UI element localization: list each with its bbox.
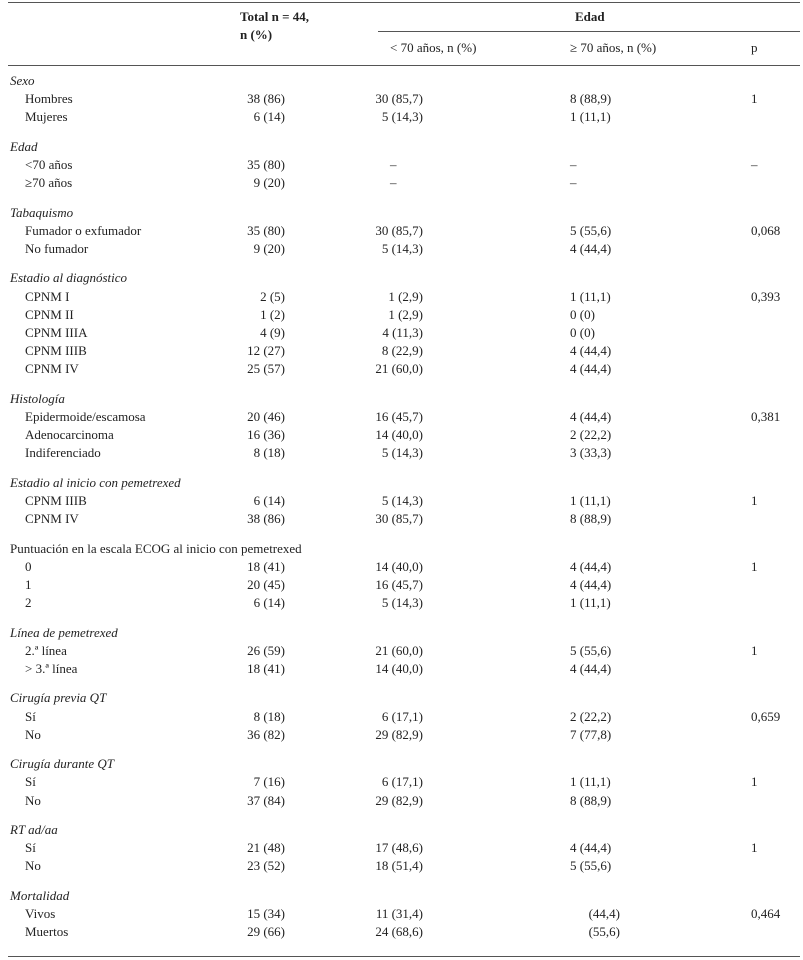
row-label: Sí: [25, 708, 36, 724]
cell-total: 15 (34): [247, 906, 285, 921]
header-total-line2: n (%): [240, 27, 273, 42]
cell-ge70: 2 (22,2): [570, 427, 612, 443]
row-label: Hombres: [25, 91, 73, 107]
cell-p: 0,464: [751, 906, 781, 921]
cell-ge70: –: [570, 157, 577, 172]
section-title: RT ad/aa: [10, 822, 58, 837]
row-label: Vivos: [25, 906, 56, 921]
cell-ge70: 4 (44,4): [570, 241, 612, 256]
row-label: No: [25, 726, 41, 742]
cell-p: 1: [751, 558, 758, 574]
section-title: Histología: [10, 390, 65, 406]
section-title: Estadio al diagnóstico: [10, 270, 127, 286]
row-label: 2: [25, 595, 32, 611]
cell-total: 9 (20): [253, 175, 285, 191]
cell-total: 25 (57): [247, 361, 285, 377]
cell-lt70: 16 (45,7): [375, 577, 423, 592]
cell-lt70: 8 (22,9): [381, 343, 423, 359]
cell-lt70: 5 (14,3): [381, 109, 423, 125]
cell-ge70: 7 (77,8): [570, 726, 612, 742]
cell-p: 0,659: [751, 708, 781, 724]
row-label: 1: [25, 577, 32, 592]
cell-lt70: 30 (85,7): [375, 222, 423, 238]
row-label: Indiferenciado: [25, 445, 101, 461]
section-title: Línea de pemetrexed: [10, 624, 118, 640]
cell-p: 0,381: [751, 409, 781, 424]
cell-total: 6 (14): [253, 109, 285, 125]
cell-lt70: 30 (85,7): [375, 511, 423, 527]
row-label: CPNM II: [25, 306, 74, 322]
cell-total: 20 (45): [247, 577, 285, 592]
cell-lt70: 1 (2,9): [388, 306, 423, 322]
cell-ge70: 4 (44,4): [570, 343, 612, 359]
cell-lt70: 14 (40,0): [375, 558, 423, 574]
cell-total: 2 (5): [260, 288, 285, 304]
cell-lt70: 5 (14,3): [381, 241, 423, 256]
edad-group-rule: [378, 31, 800, 32]
cell-lt70: 21 (60,0): [375, 642, 423, 658]
cell-p: 1: [751, 840, 758, 856]
section-title: Puntuación en la escala ECOG al inicio con pemetrexed: [10, 540, 302, 556]
section-title: Tabaquismo: [10, 204, 74, 220]
cell-total: 38 (86): [247, 91, 285, 107]
cell-total: 16 (36): [247, 427, 285, 443]
row-label: ≥70 años: [25, 175, 73, 191]
cell-lt70: 4 (11,3): [382, 325, 423, 340]
cell-total: 4 (9): [260, 325, 285, 340]
row-label: 0: [25, 558, 32, 574]
cell-total: 37 (84): [247, 792, 285, 808]
cell-ge70: 5 (55,6): [570, 858, 612, 874]
cell-total: 23 (52): [247, 858, 285, 874]
cell-ge70: 4 (44,4): [570, 577, 612, 592]
cell-ge70: 0 (0): [570, 306, 595, 322]
cell-ge70: 4 (44,4): [570, 558, 612, 574]
section-title: Cirugía previa QT: [10, 690, 107, 706]
header-p: p: [751, 40, 758, 55]
row-label: CPNM IV: [25, 361, 79, 377]
cell-p: 1: [751, 774, 758, 790]
row-label: Muertos: [25, 924, 69, 940]
section-title: Mortalidad: [10, 887, 70, 903]
cell-ge70: 8 (88,9): [570, 792, 612, 808]
cell-ge70: 2 (22,2): [570, 708, 612, 724]
cell-ge70: 4 (44,4): [570, 361, 612, 377]
row-label: CPNM IIIB: [25, 493, 87, 508]
cell-lt70: 6 (17,1): [381, 774, 423, 790]
cell-lt70: 16 (45,7): [375, 409, 423, 424]
cell-total: 8 (18): [253, 708, 285, 724]
row-label: CPNM IV: [25, 511, 79, 527]
cell-ge70: 3 (33,3): [570, 445, 612, 461]
row-label: CPNM IIIA: [25, 325, 88, 340]
cell-total: 1 (2): [260, 306, 285, 322]
row-label: CPNM I: [25, 288, 70, 304]
cell-lt70: 29 (82,9): [375, 726, 423, 742]
cell-p: 1: [751, 642, 758, 658]
cell-total: 12 (27): [247, 343, 285, 359]
cell-total: 18 (41): [247, 558, 285, 574]
cell-p: 1: [751, 91, 758, 107]
cell-total: 26 (59): [247, 642, 285, 658]
cell-lt70: 30 (85,7): [375, 91, 423, 107]
cell-total: 6 (14): [253, 493, 285, 508]
row-label: No: [25, 792, 41, 808]
row-label: Fumador o exfumador: [25, 222, 142, 238]
cell-total: 8 (18): [253, 445, 285, 461]
header-lt70: < 70 años, n (%): [390, 40, 477, 55]
cell-ge70: 4 (44,4): [570, 661, 612, 676]
row-label: 2.ª línea: [25, 642, 67, 658]
cell-lt70: 21 (60,0): [375, 361, 423, 377]
cell-lt70: 5 (14,3): [381, 493, 423, 508]
top-rule: [8, 2, 800, 3]
cell-total: 7 (16): [253, 774, 285, 790]
cell-total: 35 (80): [247, 157, 285, 172]
cell-lt70: 17 (48,6): [375, 840, 423, 856]
row-label: CPNM IIIB: [25, 343, 87, 359]
row-label: Epidermoide/escamosa: [25, 409, 146, 424]
row-label: Adenocarcinoma: [25, 427, 114, 443]
cell-total: 35 (80): [247, 222, 285, 238]
cell-ge70: 4 (44,4): [570, 840, 612, 856]
cell-ge70: 1 (11,1): [570, 493, 611, 508]
bottom-rule: [8, 956, 800, 957]
cell-total: 9 (20): [253, 241, 285, 256]
cell-ge70: 8 (88,9): [570, 511, 612, 527]
cell-total: 21 (48): [247, 840, 285, 856]
cell-ge70: 1 (11,1): [570, 109, 611, 125]
row-label: No fumador: [25, 241, 89, 256]
cell-ge70: 4 (44,4): [570, 409, 612, 424]
section-title: Cirugía durante QT: [10, 756, 115, 772]
row-label: > 3.ª línea: [25, 661, 78, 676]
cell-lt70: 14 (40,0): [375, 427, 423, 443]
cell-p: 0,393: [751, 288, 781, 304]
header-total-line1: Total n = 44,: [240, 9, 310, 24]
cell-ge70: 0 (0): [570, 325, 595, 340]
cell-total: 6 (14): [253, 595, 285, 611]
cell-lt70: 11 (31,4): [375, 906, 423, 921]
row-label: Mujeres: [25, 109, 68, 125]
cell-ge70: 5 (55,6): [570, 642, 612, 658]
cell-ge70: 8 (88,9): [570, 91, 612, 107]
cell-ge70: –: [570, 175, 577, 191]
header-edad-group: Edad: [575, 9, 605, 24]
section-title: Estadio al inicio con pemetrexed: [10, 474, 181, 490]
row-label: Sí: [25, 774, 36, 790]
cell-p: 0,068: [751, 222, 781, 238]
cell-ge70: (55,6): [588, 924, 620, 940]
cell-ge70: 1 (11,1): [570, 288, 611, 304]
cell-lt70: 5 (14,3): [381, 445, 423, 461]
section-title: Sexo: [10, 73, 35, 88]
cell-lt70: 14 (40,0): [375, 661, 423, 676]
cell-total: 20 (46): [247, 409, 285, 424]
cell-p: –: [751, 157, 758, 172]
cell-lt70: 5 (14,3): [381, 595, 423, 611]
cell-lt70: 1 (2,9): [388, 288, 423, 304]
cell-ge70: 5 (55,6): [570, 222, 612, 238]
cell-total: 18 (41): [247, 661, 285, 676]
header-ge70: ≥ 70 años, n (%): [570, 40, 657, 55]
cell-p: 1: [751, 493, 758, 508]
section-title: Edad: [10, 138, 38, 154]
cell-total: 38 (86): [247, 511, 285, 527]
cell-lt70: 6 (17,1): [381, 708, 423, 724]
cell-lt70: 24 (68,6): [375, 924, 423, 940]
row-label: <70 años: [25, 157, 73, 172]
row-label: No: [25, 858, 41, 874]
cell-lt70: 18 (51,4): [375, 858, 423, 874]
cell-total: 36 (82): [247, 726, 285, 742]
cell-ge70: (44,4): [588, 906, 620, 921]
header-bottom-rule: [8, 65, 800, 66]
cell-lt70: –: [390, 175, 397, 191]
cell-ge70: 1 (11,1): [570, 774, 611, 790]
cell-lt70: 29 (82,9): [375, 792, 423, 808]
cell-lt70: –: [390, 157, 397, 172]
cell-ge70: 1 (11,1): [570, 595, 611, 611]
cell-total: 29 (66): [247, 924, 285, 940]
row-label: Sí: [25, 840, 36, 856]
